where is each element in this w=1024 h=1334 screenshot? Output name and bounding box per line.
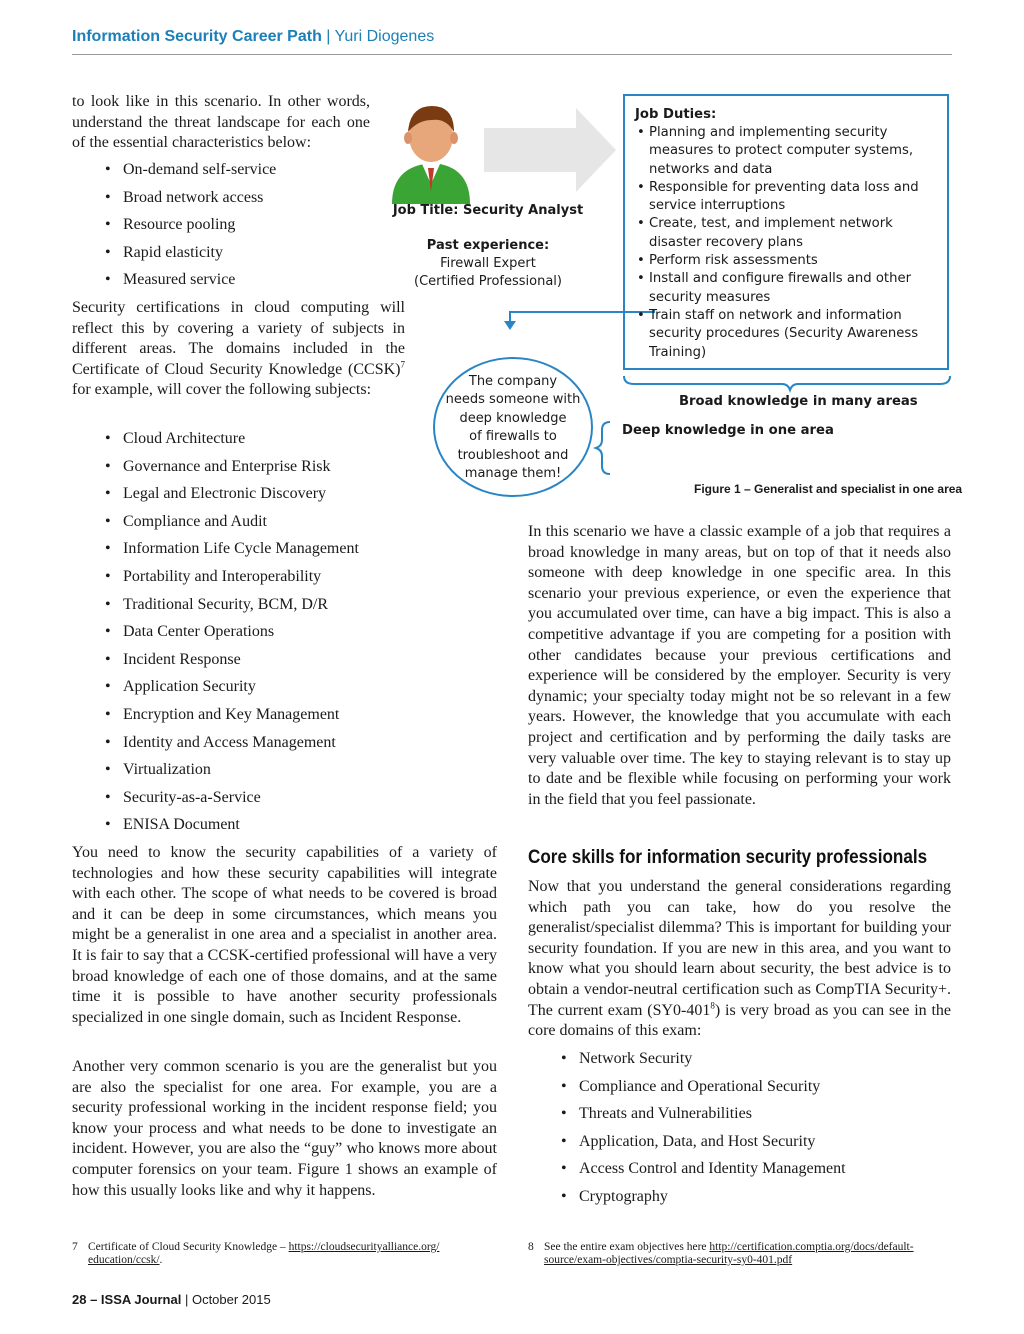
ccsk-domain-item: • Cloud Architecture — [72, 425, 392, 453]
footnote-7-end: . — [159, 1254, 163, 1266]
footer-separator: | — [181, 1292, 192, 1307]
job-duty-item: • Planning and implementing security measures to protect computer systems, networks and data — [635, 124, 937, 179]
capabilities-paragraph: You need to know the security capabilities of a variety of technologies and how these security capabilities will integrate with each other. The scope of what needs to be covered is broad and it can be deep in some circumstances, which means you might be a generalist in one area and a specialist in another area. It is fair to say that a CCSK-certified professional will have a very broad knowledge of each one of those domains, and at the same time it is possible to have another security professionals specialized in one single domain, such as Incident Response. — [72, 844, 497, 1026]
deep-knowledge-label: Deep knowledge in one area — [622, 423, 834, 438]
arrow-right-icon — [484, 108, 616, 192]
core-paragraph — [528, 877, 951, 1042]
company-need-circle — [433, 357, 593, 497]
characteristic-item: • On-demand self-service — [72, 156, 372, 184]
job-duties-list — [635, 124, 937, 362]
circle-text-line: needs someone with — [445, 392, 581, 408]
cert-block — [72, 298, 405, 401]
person-icon — [392, 106, 470, 204]
intro-paragraph: to look like in this scenario. In other words, understand the threat landscape for each one of the essential characteristics below: — [72, 93, 370, 152]
circle-text-line: deep knowledge — [459, 410, 567, 426]
cert-paragraph-text: Security certifications in cloud computing will reflect this by covering a variety of subjects in different areas. The domains included in the Certificate of Cloud Security Knowledge (CCSK) — [72, 299, 405, 378]
section-heading-block — [528, 847, 958, 869]
exam-domain-item: • Cryptography — [528, 1183, 928, 1211]
ccsk-domain-item: • Data Center Operations — [72, 618, 392, 646]
ccsk-domain-item: • Traditional Security, BCM, D/R — [72, 591, 392, 619]
exam-domain-item: • Network Security — [528, 1045, 928, 1073]
ccsk-domain-item: • Application Security — [72, 673, 392, 701]
ccsk-domain-item: • Governance and Enterprise Risk — [72, 453, 392, 481]
footnote-ref-8: 8 — [710, 1000, 715, 1011]
job-duties-title: Job Duties: — [635, 107, 717, 122]
ccsk-domain-item: • Security-as-a-Service — [72, 784, 392, 812]
footnote-7-link-line1: https://cloudsecurityalliance.org/ — [288, 1241, 440, 1253]
ccsk-domain-item: • Virtualization — [72, 756, 392, 784]
past-experience-label: Past experience: — [426, 238, 550, 253]
job-duty-item: • Responsible for preventing data loss and service interruptions — [635, 179, 937, 216]
broad-bracket — [624, 376, 950, 390]
scenario-block — [72, 1057, 497, 1201]
core-paragraph-text-end: ) is very broad as you can see in the core domains of this exam: — [528, 1001, 951, 1040]
scenario-paragraph: Another very common scenario is you are the generalist but you are also the specialist for one area. For example, you are a security professional working in the incident response field; you know your process and what needs to be done to investigate an incident. However, you are also the “guy” who knows more about computer forensics on your team. Figure 1 shows an example of how this usually looks like and why it happens. — [72, 1058, 497, 1199]
job-title-label — [392, 202, 584, 220]
footnote-7-number: 7 — [72, 1241, 78, 1253]
intro-block — [72, 92, 370, 154]
connector-arrowhead — [504, 321, 516, 330]
ccsk-domain-item: • Compliance and Audit — [72, 508, 392, 536]
cert-paragraph-text-end: for example, will cover the following subjects: — [72, 381, 372, 399]
ccsk-domain-item: • Encryption and Key Management — [72, 701, 392, 729]
exam-domain-item: • Compliance and Operational Security — [528, 1073, 928, 1101]
footnote-7 — [72, 1241, 492, 1267]
running-header — [72, 28, 434, 46]
job-duties-box — [623, 94, 949, 370]
core-block — [528, 877, 951, 1042]
exam-domain-item: • Access Control and Identity Management — [528, 1155, 928, 1183]
page-footer — [72, 1292, 271, 1307]
job-duty-item: • Perform risk assessments — [635, 252, 937, 270]
core-paragraph-text: Now that you understand the general considerations regarding which path you can take, how do you resolve the generalist/specialist dilemma? This is important for building your security foundation. If you are new in this area, and you want to know what you should learn about security, the best advice is to obtain a vendor-neutral certification such as CompTIA Security+. The current exam (SY0-401 — [528, 878, 951, 1019]
characteristics-list — [72, 156, 372, 294]
ccsk-domain-item: • Identity and Access Management — [72, 729, 392, 757]
cert-paragraph — [72, 298, 405, 401]
past-experience-block — [402, 237, 574, 291]
circle-text-line: manage them! — [464, 466, 562, 482]
footer-page-label: 28 – ISSA Journal — [72, 1292, 182, 1307]
characteristic-item: • Rapid elasticity — [72, 239, 372, 267]
exam-domains-list — [528, 1045, 928, 1211]
footnote-8 — [528, 1241, 958, 1267]
job-title-text: Job Title: Security Analyst — [392, 203, 584, 218]
footnote-7-link-line2: education/ccsk/ — [88, 1254, 160, 1266]
footnote-7-text: Certificate of Cloud Security Knowledge – — [88, 1241, 289, 1253]
header-separator: | — [321, 28, 335, 45]
exam-domain-item: • Application, Data, and Host Security — [528, 1128, 928, 1156]
ccsk-domain-item: • Portability and Interoperability — [72, 563, 392, 591]
past-experience-line: (Certified Professional) — [414, 274, 562, 289]
ccsk-domain-item: • Incident Response — [72, 646, 392, 674]
deep-brace — [596, 422, 610, 474]
footer-date: October 2015 — [191, 1292, 271, 1307]
ccsk-domain-item: • Legal and Electronic Discovery — [72, 480, 392, 508]
footnote-8-number: 8 — [528, 1241, 534, 1253]
header-author: Yuri Diogenes — [334, 28, 435, 45]
broad-knowledge-label: Broad knowledge in many areas — [679, 394, 918, 409]
footnote-8-text: See the entire exam objectives here — [544, 1241, 710, 1253]
circle-text-line: The company — [468, 374, 558, 389]
job-duty-item: • Train staff on network and information security procedures (Security Awareness Training) — [635, 307, 937, 362]
header-title: Information Security Career Path — [72, 28, 322, 45]
classic-block — [528, 522, 951, 810]
characteristic-item: • Broad network access — [72, 184, 372, 212]
ccsk-domain-item: • ENISA Document — [72, 811, 392, 839]
footnote-ref-7: 7 — [400, 359, 405, 370]
footnote-8-link-line1: http://certification.comptia.org/docs/default- — [709, 1241, 914, 1253]
capabilities-block — [72, 843, 497, 1028]
header-rule — [72, 54, 952, 55]
figure-caption: Figure 1 – Generalist and specialist in one area — [694, 482, 963, 496]
circle-text-line: troubleshoot and — [457, 447, 569, 463]
exam-domain-item: • Threats and Vulnerabilities — [528, 1100, 928, 1128]
characteristic-item: • Measured service — [72, 266, 372, 294]
characteristic-item: • Resource pooling — [72, 211, 372, 239]
ccsk-domain-item: • Information Life Cycle Management — [72, 535, 392, 563]
circle-text-line: of firewalls to — [469, 429, 557, 445]
past-experience-line: Firewall Expert — [440, 256, 536, 271]
classic-paragraph: In this scenario we have a classic example of a job that requires a broad knowledge in many areas, but on top of that it needs also someone with deep knowledge in one specific area. In this scenario your previous experience, or even the experience that you accumulated over time, can have a big impact. This is also a competitive advantage if you are competing for a position with other candidates because your previous certifications and experience will be considered by the employer. Security is very dynamic; your specialty today might not be so relevant in a few years. However, the knowledge that you accumulate with each project and certification and by performing the daily tasks are very valuable over time. The key to staying relevant is to stay up to date and be flexible while focusing on performing your work in the field that you feel passionate. — [528, 523, 951, 808]
ccsk-domains-list — [72, 425, 392, 839]
section-heading: Core skills for information security professionals — [528, 847, 928, 868]
footnote-8-link-line2: source/exam-objectives/comptia-security-sy0-401.pdf — [544, 1254, 793, 1266]
job-duty-item: • Install and configure firewalls and other security measures — [635, 270, 937, 307]
job-duty-item: • Create, test, and implement network disaster recovery plans — [635, 215, 937, 252]
